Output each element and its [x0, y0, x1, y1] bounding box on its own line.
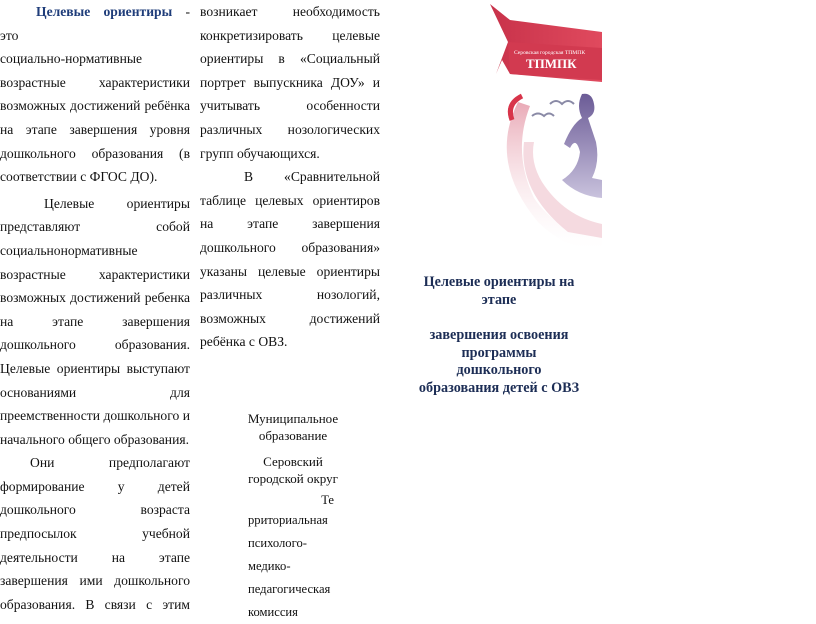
- paragraph-comparative-table: В «Сравнительной таблице целевых ориентиров на этапе завершения дошкольного образования» указаны целевые ориентиры различных нозологий, возможных достижений ребёнка с ОВЗ.: [200, 169, 380, 350]
- logo-graphic: [478, 2, 602, 252]
- brochure-title: Целевые ориентиры на этапе завершения освоения программы дошкольного образования детей с ОВЗ: [418, 274, 580, 396]
- paragraph-definition: Целевые ориентиры - это социально-нормативные возрастные характеристики возможных достижений ребёнка на этапе завершения уровня дошкольного образования (в соответствии с ФГОС ДО).: [0, 4, 190, 185]
- tpmpk-logo: [478, 2, 602, 252]
- paragraph-necessity: возникает необходимость конкретизировать целевые ориентиры в «Социальный портрет выпускника ДОУ» и учитывать особенности различных нозологических групп обучающихся.: [200, 4, 380, 161]
- banner-small-text: Серовская городская ТПМПК: [514, 50, 586, 56]
- bird-icon: [550, 101, 574, 104]
- person-silhouette: [562, 94, 602, 198]
- highlight-term: Целевые ориентиры: [36, 4, 173, 19]
- paragraph-premises: Они предполагают формирование у детей дошкольного возраста предпосылок учебной деятельности на этапе завершения ими дошкольного образования. В связи с этим: [0, 455, 190, 612]
- paragraph-targets: Целевые ориентиры представляют собой социальнонормативные возрастные характеристики возможных достижений ребенка на этапе завершения дошкольного образования. Целевые ориентиры выступают основаниями для преемственности дошкольного и начального общего образования.: [0, 195, 190, 447]
- commission-name: Те рриториальная психолого- медико- педагогическая комиссия: [248, 493, 334, 619]
- column-1: [0, 0, 190, 616]
- column-2: [200, 0, 380, 354]
- bird-icon: [532, 114, 554, 117]
- municipality-block: Муниципальное образование Серовский городской округ: [247, 411, 339, 486]
- banner-big-text: ТПМПК: [526, 56, 577, 71]
